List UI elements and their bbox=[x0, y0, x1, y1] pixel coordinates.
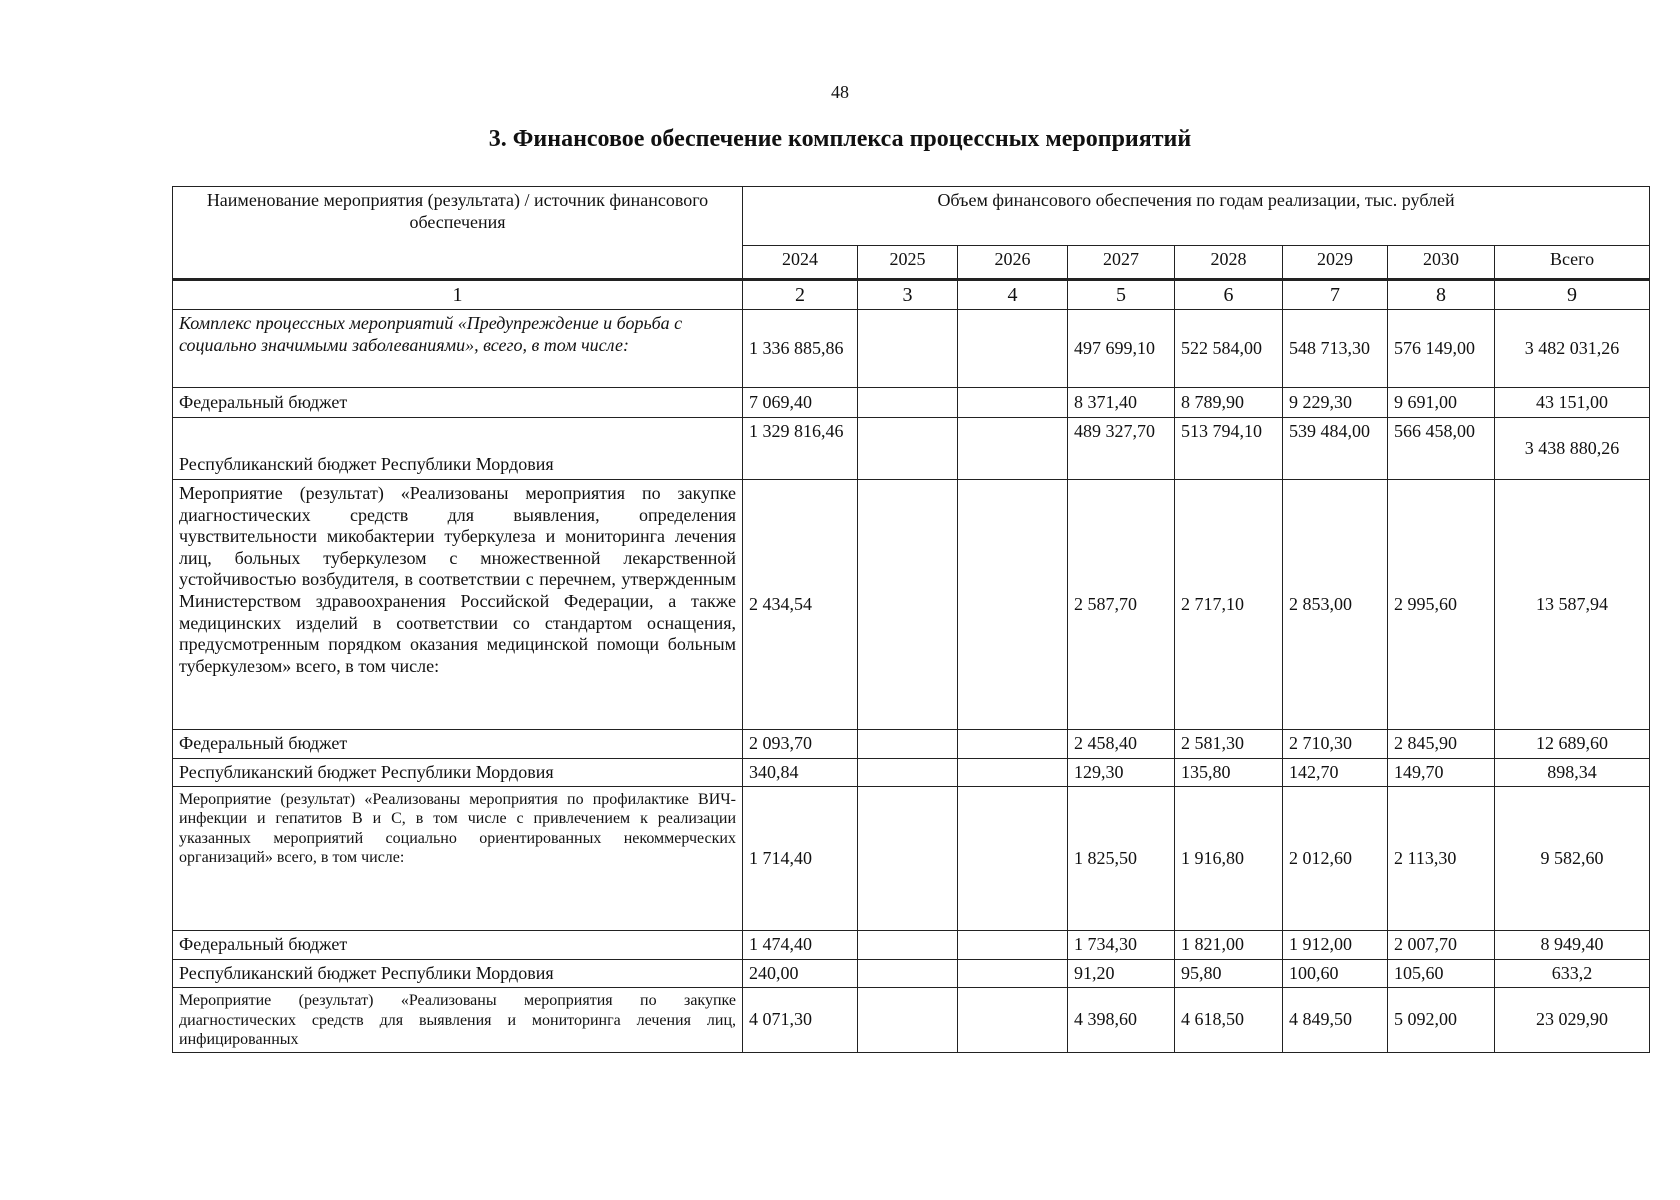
value-cell: 1 912,00 bbox=[1283, 931, 1388, 960]
value-cell: 105,60 bbox=[1388, 959, 1495, 988]
header-year: 2025 bbox=[858, 246, 958, 280]
total-cell: 12 689,60 bbox=[1495, 730, 1650, 759]
header-year: 2030 bbox=[1388, 246, 1495, 280]
page-number: 48 bbox=[831, 82, 849, 102]
value-cell: 4 618,50 bbox=[1175, 988, 1283, 1053]
total-cell: 23 029,90 bbox=[1495, 988, 1650, 1053]
value-cell bbox=[958, 959, 1068, 988]
value-cell: 2 710,30 bbox=[1283, 730, 1388, 759]
value-cell bbox=[958, 758, 1068, 787]
value-cell: 576 149,00 bbox=[1388, 310, 1495, 388]
value-cell: 2 458,40 bbox=[1068, 730, 1175, 759]
value-cell: 240,00 bbox=[743, 959, 858, 988]
column-number: 9 bbox=[1495, 280, 1650, 310]
value-cell: 1 714,40 bbox=[743, 787, 858, 931]
table-row bbox=[173, 959, 1650, 988]
value-cell: 8 371,40 bbox=[1068, 388, 1175, 418]
value-cell: 149,70 bbox=[1388, 758, 1495, 787]
header-year: 2028 bbox=[1175, 246, 1283, 280]
column-number: 2 bbox=[743, 280, 858, 310]
financing-table bbox=[172, 186, 1650, 1053]
document-title: 3. Финансовое обеспечение комплекса процессных мероприятий bbox=[488, 126, 1192, 152]
value-cell: 2 012,60 bbox=[1283, 787, 1388, 931]
row-name: Федеральный бюджет bbox=[173, 931, 743, 960]
value-cell bbox=[858, 480, 958, 730]
value-cell bbox=[958, 418, 1068, 480]
value-cell: 2 845,90 bbox=[1388, 730, 1495, 759]
value-cell bbox=[958, 310, 1068, 388]
total-cell: 9 582,60 bbox=[1495, 787, 1650, 931]
value-cell: 7 069,40 bbox=[743, 388, 858, 418]
value-cell bbox=[858, 758, 958, 787]
value-cell: 1 734,30 bbox=[1068, 931, 1175, 960]
row-name: Мероприятие (результат) «Реализованы мероприятия по закупке диагностических средств для выявления и мониторинга лечения лиц, инфицированных bbox=[173, 988, 743, 1053]
column-number-row bbox=[173, 280, 1650, 310]
total-cell: 898,34 bbox=[1495, 758, 1650, 787]
value-cell: 2 995,60 bbox=[1388, 480, 1495, 730]
column-number: 1 bbox=[173, 280, 743, 310]
value-cell: 135,80 bbox=[1175, 758, 1283, 787]
value-cell: 1 821,00 bbox=[1175, 931, 1283, 960]
table-row bbox=[173, 988, 1650, 1053]
value-cell: 1 329 816,46 bbox=[743, 418, 858, 480]
value-cell bbox=[858, 388, 958, 418]
value-cell: 2 587,70 bbox=[1068, 480, 1175, 730]
value-cell bbox=[858, 787, 958, 931]
value-cell: 1 474,40 bbox=[743, 931, 858, 960]
row-name: Республиканский бюджет Республики Мордовия bbox=[173, 418, 743, 480]
value-cell bbox=[958, 388, 1068, 418]
value-cell: 1 916,80 bbox=[1175, 787, 1283, 931]
value-cell: 2 717,10 bbox=[1175, 480, 1283, 730]
value-cell: 1 336 885,86 bbox=[743, 310, 858, 388]
header-name-column: Наименование мероприятия (результата) / источник финансового обеспечения bbox=[173, 187, 743, 280]
total-cell: 8 949,40 bbox=[1495, 931, 1650, 960]
value-cell: 8 789,90 bbox=[1175, 388, 1283, 418]
value-cell: 513 794,10 bbox=[1175, 418, 1283, 480]
row-name: Республиканский бюджет Республики Мордовия bbox=[173, 959, 743, 988]
column-number: 8 bbox=[1388, 280, 1495, 310]
value-cell: 91,20 bbox=[1068, 959, 1175, 988]
value-cell: 539 484,00 bbox=[1283, 418, 1388, 480]
value-cell bbox=[958, 787, 1068, 931]
column-number: 5 bbox=[1068, 280, 1175, 310]
value-cell bbox=[858, 310, 958, 388]
table-row bbox=[173, 758, 1650, 787]
table-row bbox=[173, 388, 1650, 418]
value-cell: 522 584,00 bbox=[1175, 310, 1283, 388]
value-cell bbox=[858, 730, 958, 759]
table-row bbox=[173, 730, 1650, 759]
row-name: Мероприятие (результат) «Реализованы мероприятия по профилактике ВИЧ-инфекции и гепатитов В и С, в том числе с привлечением к реализации указанных мероприятий социально ориентированных некоммерческих организаций» всего, в том числе: bbox=[173, 787, 743, 931]
value-cell: 489 327,70 bbox=[1068, 418, 1175, 480]
table-row bbox=[173, 480, 1650, 730]
header-volume-column: Объем финансового обеспечения по годам реализации, тыс. рублей bbox=[743, 187, 1650, 246]
column-number: 6 bbox=[1175, 280, 1283, 310]
total-cell: 633,2 bbox=[1495, 959, 1650, 988]
column-number: 7 bbox=[1283, 280, 1388, 310]
column-number: 3 bbox=[858, 280, 958, 310]
header-year: 2026 bbox=[958, 246, 1068, 280]
value-cell bbox=[858, 988, 958, 1053]
column-number: 4 bbox=[958, 280, 1068, 310]
value-cell: 1 825,50 bbox=[1068, 787, 1175, 931]
total-cell: 3 482 031,26 bbox=[1495, 310, 1650, 388]
table-row bbox=[173, 931, 1650, 960]
value-cell: 2 853,00 bbox=[1283, 480, 1388, 730]
value-cell: 497 699,10 bbox=[1068, 310, 1175, 388]
value-cell: 9 229,30 bbox=[1283, 388, 1388, 418]
value-cell: 4 071,30 bbox=[743, 988, 858, 1053]
value-cell bbox=[958, 480, 1068, 730]
row-name: Федеральный бюджет bbox=[173, 730, 743, 759]
value-cell bbox=[858, 959, 958, 988]
header-year: 2027 bbox=[1068, 246, 1175, 280]
value-cell: 2 113,30 bbox=[1388, 787, 1495, 931]
value-cell bbox=[858, 931, 958, 960]
header-year: 2024 bbox=[743, 246, 858, 280]
value-cell: 95,80 bbox=[1175, 959, 1283, 988]
value-cell: 2 007,70 bbox=[1388, 931, 1495, 960]
value-cell: 5 092,00 bbox=[1388, 988, 1495, 1053]
value-cell bbox=[958, 931, 1068, 960]
value-cell: 9 691,00 bbox=[1388, 388, 1495, 418]
value-cell: 566 458,00 bbox=[1388, 418, 1495, 480]
value-cell: 340,84 bbox=[743, 758, 858, 787]
header-total: Всего bbox=[1495, 246, 1650, 280]
value-cell: 100,60 bbox=[1283, 959, 1388, 988]
value-cell bbox=[858, 418, 958, 480]
value-cell: 4 398,60 bbox=[1068, 988, 1175, 1053]
table-row bbox=[173, 418, 1650, 480]
value-cell: 2 581,30 bbox=[1175, 730, 1283, 759]
total-cell: 13 587,94 bbox=[1495, 480, 1650, 730]
row-name: Федеральный бюджет bbox=[173, 388, 743, 418]
row-name: Мероприятие (результат) «Реализованы мероприятия по закупке диагностических средств для выявления, определения чувствительности микобактерии туберкулеза и мониторинга лечения лиц, больных туберкулезом с множественной лекарственной устойчивостью возбудителя, в соответствии с перечнем, утвержденным Министерством здравоохранения Российской Федерации, а также медицинских изделий в соответствии со стандартом оснащения, предусмотренным порядком оказания медицинской помощи больным туберкулезом» всего, в том числе: bbox=[173, 480, 743, 730]
header-year: 2029 bbox=[1283, 246, 1388, 280]
table-row bbox=[173, 787, 1650, 931]
row-name: Республиканский бюджет Республики Мордовия bbox=[173, 758, 743, 787]
total-cell: 43 151,00 bbox=[1495, 388, 1650, 418]
value-cell: 2 434,54 bbox=[743, 480, 858, 730]
value-cell bbox=[958, 730, 1068, 759]
value-cell: 142,70 bbox=[1283, 758, 1388, 787]
row-name: Комплекс процессных мероприятий «Предупреждение и борьба с социально значимыми заболеваниями», всего, в том числе: bbox=[173, 310, 743, 388]
table-row bbox=[173, 310, 1650, 388]
value-cell: 2 093,70 bbox=[743, 730, 858, 759]
value-cell bbox=[958, 988, 1068, 1053]
total-cell: 3 438 880,26 bbox=[1495, 418, 1650, 480]
value-cell: 548 713,30 bbox=[1283, 310, 1388, 388]
value-cell: 4 849,50 bbox=[1283, 988, 1388, 1053]
value-cell: 129,30 bbox=[1068, 758, 1175, 787]
